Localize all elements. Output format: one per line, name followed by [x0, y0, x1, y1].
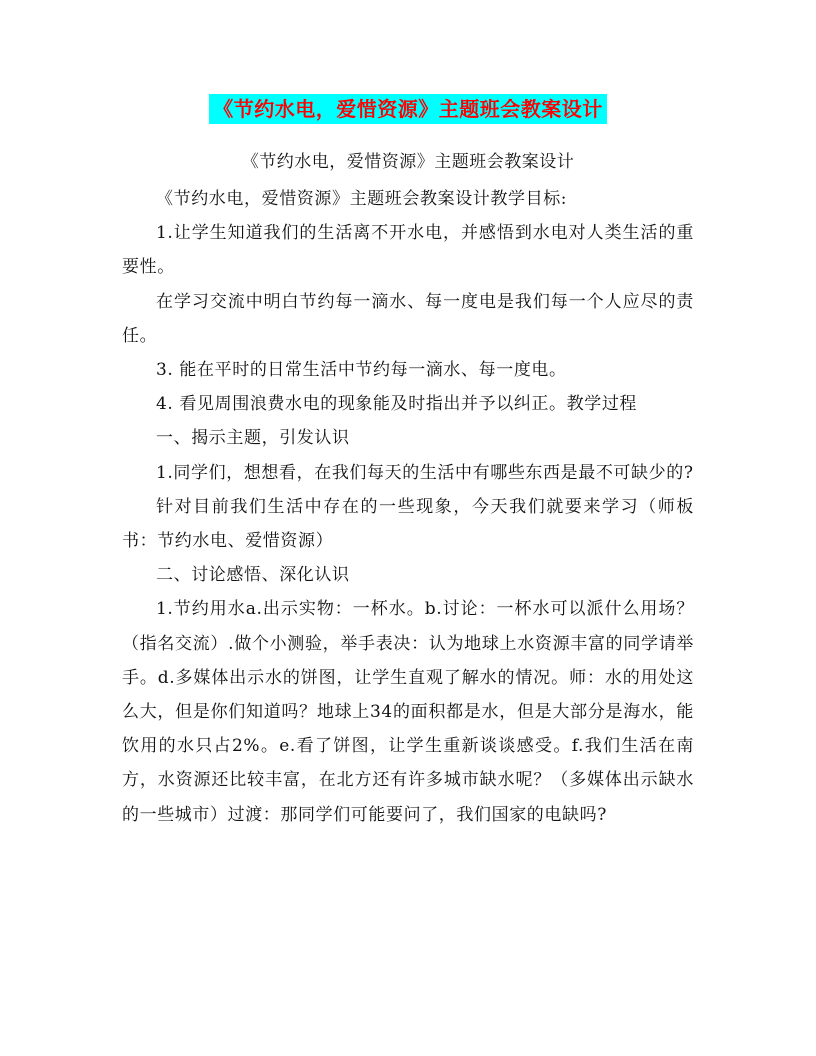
- paragraph-section-2-water: 1.节约用水a.出示实物：一杯水。b.讨论：一杯水可以派什么用场？（指名交流）.做个小测验，举手表决：认为地球上水资源丰富的同学请举手。d.多媒体出示水的饼图，让学生直观了解水的情况。师：水的用处这么大，但是你们知道吗？地球上34的面积都是水，但是大部分是海水，能饮用的水只占2%。e.看了饼图，让学生重新谈谈感受。f.我们生活在南方，水资源还比较丰富，在北方还有许多城市缺水呢？（多媒体出示缺水的一些城市）过渡：那同学们可能要问了，我们国家的电缺吗?: [122, 599, 694, 825]
- paragraph-section-1-intro: 针对目前我们生活中存在的一些现象，今天我们就要来学习（师板书：节约水电、爱惜资源）: [122, 496, 694, 552]
- paragraph-objective-4: 4. 看见周围浪费水电的现象能及时指出并予以纠正。教学过程: [156, 394, 638, 415]
- document-title: 《节约水电，爱惜资源》主题班会教案设计: [209, 94, 607, 124]
- paragraph-objective-1: 1.让学生知道我们的生活离不开水电，并感悟到水电对人类生活的重要性。: [122, 223, 694, 278]
- paragraph-section-1-heading: 一、揭示主题，引发认识: [156, 428, 350, 449]
- paragraph-objectives-heading: 《节约水电，爱惜资源》主题班会教案设计教学目标:: [156, 189, 568, 209]
- paragraph-objective-2: 在学习交流中明白节约每一滴水、每一度电是我们每一个人应尽的责任。: [122, 291, 694, 346]
- document-body: [122, 182, 694, 832]
- title-container: [0, 94, 816, 124]
- paragraph-section-1-question: 1.同学们，想想看，在我们每天的生活中有哪些东西是最不可缺少的?: [156, 462, 694, 483]
- paragraph-section-2-heading: 二、讨论感悟、深化认识: [156, 565, 350, 586]
- paragraph-objective-3: 3. 能在平时的日常生活中节约每一滴水、每一度电。: [156, 360, 567, 381]
- document-subtitle: 《节约水电，爱惜资源》主题班会教案设计: [241, 152, 575, 172]
